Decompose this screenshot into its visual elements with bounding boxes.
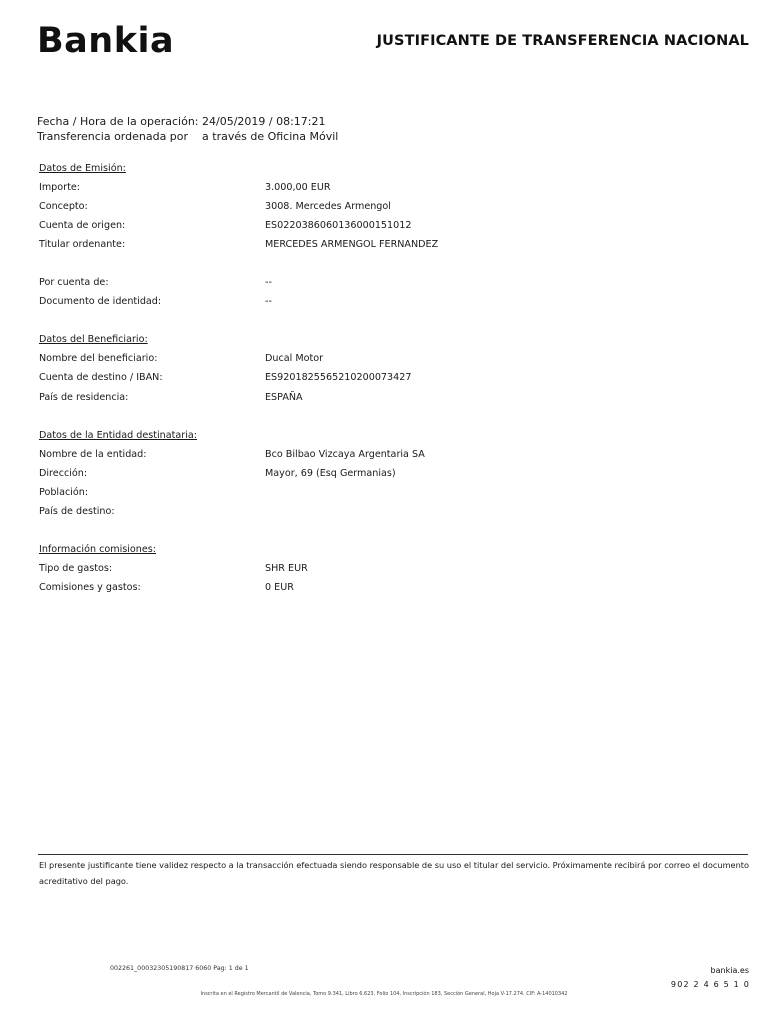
entidad-nombre-value: Bco Bilbao Vizcaya Argentaria SA bbox=[265, 449, 425, 460]
cuenta-destino-label: Cuenta de destino / IBAN: bbox=[39, 372, 163, 383]
operation-date: Fecha / Hora de la operación: 24/05/2019 / 08:17:21 bbox=[37, 115, 326, 128]
cuenta-origen-value: ES0220386060136000151012 bbox=[265, 220, 412, 231]
footer-divider bbox=[38, 854, 748, 855]
phone-number: 902 2 4 6 5 1 0 bbox=[670, 980, 750, 989]
titular-label: Titular ordenante: bbox=[39, 239, 126, 250]
tipo-gastos-label: Tipo de gastos: bbox=[39, 563, 113, 574]
disclaimer-text: El presente justificante tiene validez respecto a la transacción efectuada siendo responsable de su uso el titular del servicio. Próximamente recibirá por correo el documento acreditativo del pago. bbox=[39, 860, 749, 886]
beneficiario-nombre-value: Ducal Motor bbox=[265, 353, 324, 364]
comisiones-gastos-label: Comisiones y gastos: bbox=[39, 582, 141, 593]
por-cuenta-value: -- bbox=[265, 277, 272, 288]
beneficiario-nombre-label: Nombre del beneficiario: bbox=[39, 353, 158, 364]
importe-value: 3.000,00 EUR bbox=[265, 182, 331, 193]
tipo-gastos-value: SHR EUR bbox=[265, 563, 308, 574]
operation-channel: Transferencia ordenada por a través de Oficina Móvil bbox=[37, 130, 339, 143]
documento-value: -- bbox=[265, 296, 272, 307]
por-cuenta-label: Por cuenta de: bbox=[39, 277, 109, 288]
bankia-logo: Bankia bbox=[37, 21, 175, 61]
website-link[interactable]: bankia.es bbox=[710, 966, 749, 975]
entidad-section-title: Datos de la Entidad destinataria: bbox=[39, 430, 197, 441]
cuenta-destino-value: ES9201825565210200073427 bbox=[265, 372, 412, 383]
concepto-label: Concepto: bbox=[39, 201, 88, 212]
entidad-nombre-label: Nombre de la entidad: bbox=[39, 449, 147, 460]
documento-label: Documento de identidad: bbox=[39, 296, 162, 307]
direccion-value: Mayor, 69 (Esq Germanias) bbox=[265, 468, 396, 479]
pais-destino-label: País de destino: bbox=[39, 506, 115, 517]
pais-residencia-value: ESPAÑA bbox=[265, 392, 303, 403]
cuenta-origen-label: Cuenta de origen: bbox=[39, 220, 126, 231]
pais-residencia-label: País de residencia: bbox=[39, 392, 129, 403]
comisiones-gastos-value: 0 EUR bbox=[265, 582, 294, 593]
document-title: JUSTIFICANTE DE TRANSFERENCIA NACIONAL bbox=[376, 33, 749, 49]
concepto-value: 3008. Mercedes Armengol bbox=[265, 201, 391, 212]
document-reference: 002261_00032305190817 6060 Pag: 1 de 1 bbox=[110, 965, 249, 972]
poblacion-label: Población: bbox=[39, 487, 89, 498]
emision-section-title: Datos de Emisión: bbox=[39, 163, 126, 174]
beneficiario-section-title: Datos del Beneficiario: bbox=[39, 334, 148, 345]
importe-label: Importe: bbox=[39, 182, 80, 193]
legal-registry-text: Inscrita en el Registro Mercantil de Valencia, Tomo 9.341, Libro 6.623, Folio 104, Inscripción 183, Sección General, Hoja V-17.274. CIF: A-14010342 bbox=[200, 991, 568, 997]
comisiones-section-title: Información comisiones: bbox=[39, 544, 156, 555]
direccion-label: Dirección: bbox=[39, 468, 88, 479]
titular-value: MERCEDES ARMENGOL FERNANDEZ bbox=[265, 239, 439, 250]
